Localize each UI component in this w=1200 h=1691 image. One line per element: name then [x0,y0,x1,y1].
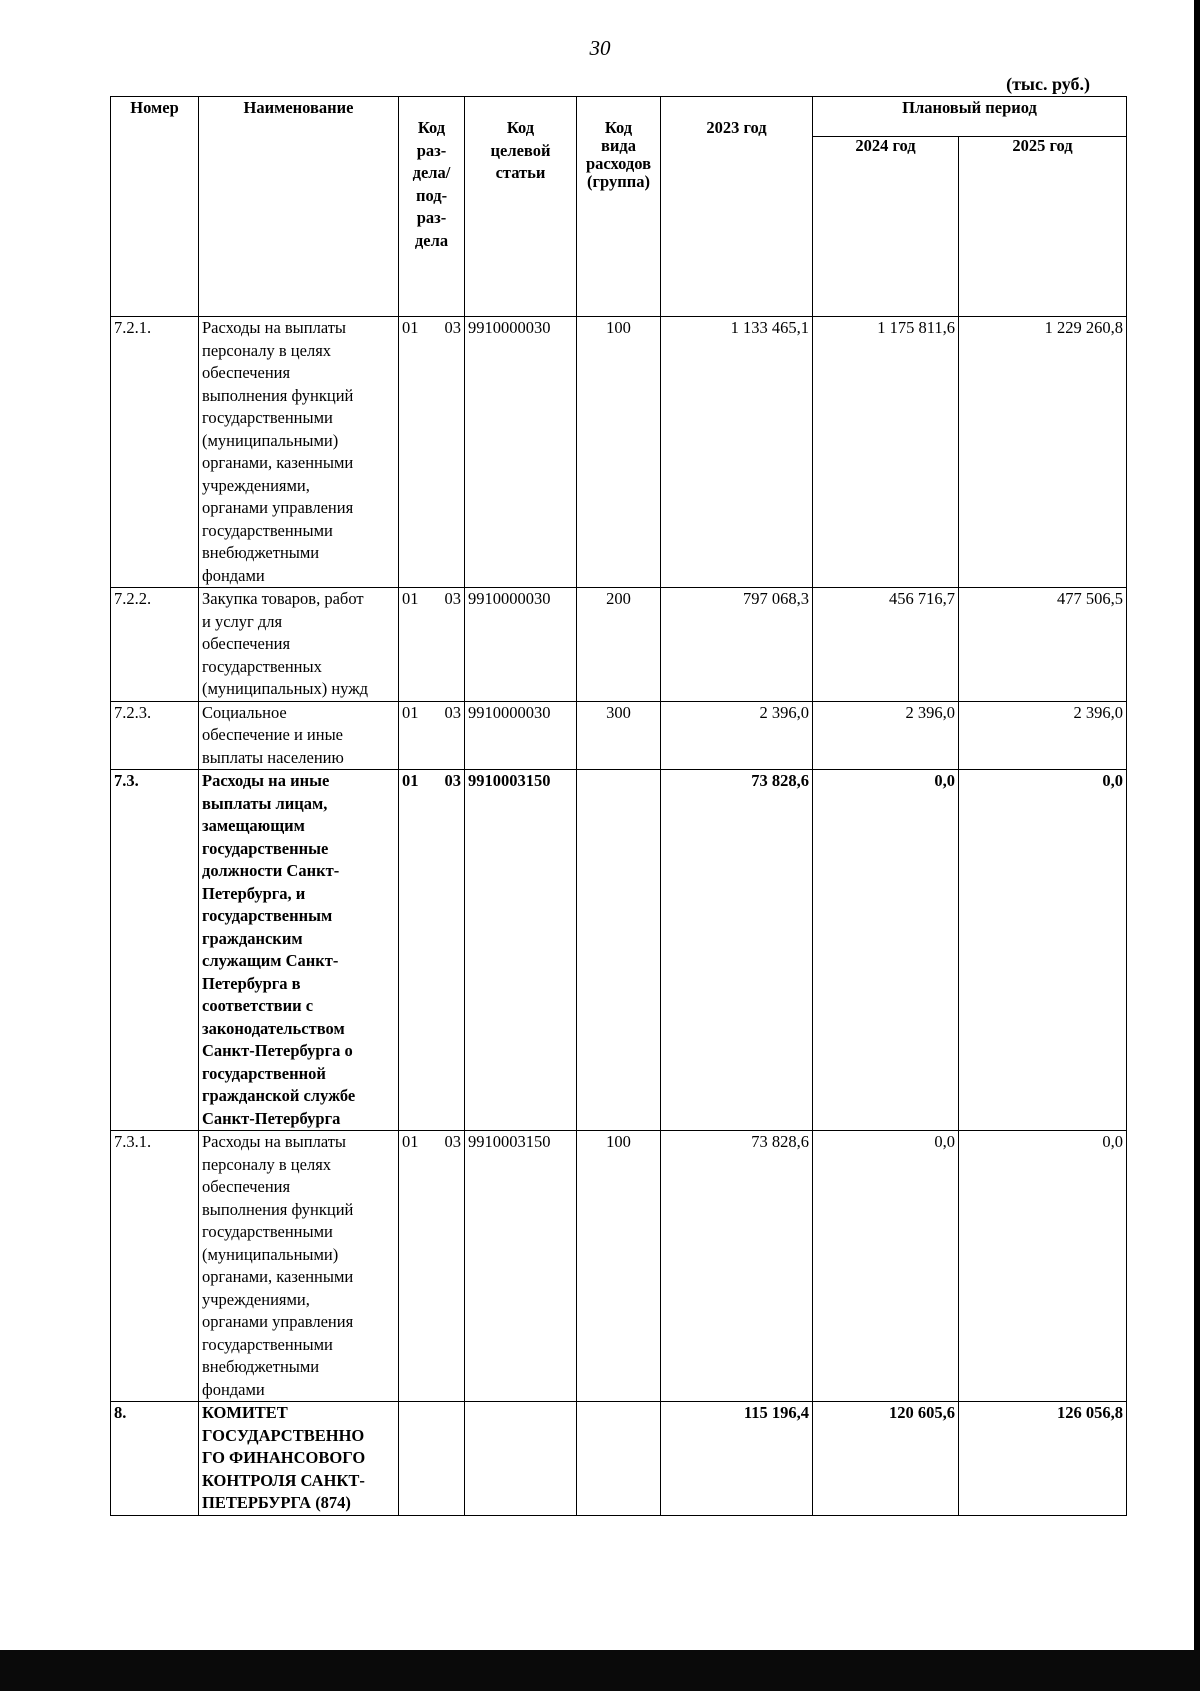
row-expense-group [577,1402,661,1516]
header-year-2023-label: 2023 год [706,118,767,137]
row-target-code: 9910000030 [465,701,577,770]
header-section-code-line: под- [415,185,448,205]
row-name-line: государственным [202,906,333,925]
row-target-code: 9910000030 [465,588,577,702]
row-name-line: органами, казенными [202,453,354,472]
row-amount-2023: 2 396,0 [661,701,813,770]
table-row [111,701,1127,770]
row-name-line: государственные [202,838,329,858]
row-name-line: Социальное [202,702,287,722]
row-section-code [399,588,465,702]
row-name-line: гражданским [202,928,303,948]
page-number: 30 [589,36,611,60]
row-name-line: Петербурга, и [202,883,306,903]
scan-bottom-bar [0,1650,1200,1691]
row-name-line: обеспечения [202,363,291,382]
table-row [111,1131,1127,1402]
row-name-line: учреждениями, [202,1289,310,1309]
row-amount-2024: 1 175 811,6 [813,317,959,588]
header-year-2023 [661,97,813,317]
header-expense-type-line: Код [604,118,633,137]
row-name-line: служащим Санкт- [202,951,339,970]
row-amount-2024: 0,0 [813,1131,959,1402]
row-name-line: учреждениями, [202,475,310,495]
row-name-line: (муниципальных) нужд [202,679,369,698]
table-row [111,317,1127,588]
header-number: Номер [111,97,199,317]
row-name-line: ГО ФИНАНСОВОГО [202,1448,366,1467]
section-code-pair [402,588,461,611]
row-name-line: государственной [202,1063,326,1083]
header-name: Наименование [199,97,399,317]
row-number: 7.2.2. [111,588,199,702]
row-name [199,1131,399,1402]
row-target-code: 9910000030 [465,317,577,588]
row-name-line: обеспечения [202,1177,291,1196]
header-section-code-line: раз- [416,140,447,160]
row-name [199,1402,399,1516]
row-name-line: ГОСУДАРСТВЕННО [202,1425,365,1445]
row-subsection: 03 [444,1132,461,1151]
row-name-line: внебюджетными [202,1357,320,1376]
row-name-line: Расходы на иные [202,771,330,790]
header-section-code-line: дела/ [412,163,451,182]
header-row-1 [111,97,1127,137]
budget-table [110,96,1127,1516]
table-row [111,770,1127,1131]
row-name-line: (муниципальными) [202,1244,339,1264]
header-year-2025: 2025 год [959,137,1127,317]
row-name-line: обеспечение и иные [202,725,343,744]
row-section: 01 [402,702,419,722]
header-section-code-line: дела [414,230,449,250]
header-year-2024: 2024 год [813,137,959,317]
row-name-line: и услуг для [202,611,283,631]
row-name-line: фондами [202,565,265,585]
row-name-line: Расходы на выплаты [202,1132,347,1151]
scan-edge-right [1194,0,1200,1691]
row-name-line: гражданской службе [202,1086,356,1105]
row-name-line: государственными [202,1334,333,1354]
row-expense-group: 200 [577,588,661,702]
row-amount-2023: 73 828,6 [661,1131,813,1402]
row-amount-2025: 477 506,5 [959,588,1127,702]
row-name-line: Петербурга в [202,973,301,993]
section-code-pair [402,1131,461,1154]
row-expense-group: 100 [577,317,661,588]
table-body [111,317,1127,1516]
row-number: 8. [111,1402,199,1516]
header-expense-type-line: (группа) [587,172,650,191]
row-name-line: (муниципальными) [202,430,339,450]
row-section: 01 [402,771,419,790]
header-section-code [399,97,465,317]
header-section-code-line: Код [417,118,446,137]
row-name [199,317,399,588]
row-section-code [399,770,465,1131]
row-amount-2024: 2 396,0 [813,701,959,770]
row-name-line: персоналу в целях [202,340,332,360]
row-name-line: выплаты населению [202,747,344,767]
section-code-pair [402,702,461,725]
row-name-line: органами управления [202,1312,354,1331]
row-name-line: персоналу в целях [202,1154,332,1174]
row-subsection: 03 [444,771,461,790]
header-plan-period: Плановый период [813,97,1127,137]
header-expense-type-line: расходов [585,154,652,173]
header-target-code-line: статьи [495,163,546,182]
row-subsection: 03 [444,702,461,722]
row-name-line: выплаты лицам, [202,793,328,813]
section-code-pair [402,770,461,793]
row-amount-2023: 73 828,6 [661,770,813,1131]
row-name-line: выполнения функций [202,1199,354,1219]
row-amount-2025: 1 229 260,8 [959,317,1127,588]
row-section-code [399,1402,465,1516]
row-section: 01 [402,589,419,608]
row-amount-2023: 1 133 465,1 [661,317,813,588]
header-target-code [465,97,577,317]
row-subsection: 03 [444,589,461,608]
header-expense-type-line: вида [600,136,636,155]
row-amount-2024: 120 605,6 [813,1402,959,1516]
row-name [199,588,399,702]
row-amount-2025: 126 056,8 [959,1402,1127,1516]
row-name-line: КОМИТЕТ [202,1403,288,1422]
row-section: 01 [402,318,419,337]
row-name-line: внебюджетными [202,543,320,562]
row-expense-group: 300 [577,701,661,770]
row-expense-group [577,770,661,1131]
row-name-line: Санкт-Петербурга [202,1108,341,1128]
row-name-line: государственными [202,520,333,540]
row-name-line: государственными [202,1222,333,1241]
header-expense-type [577,97,661,317]
row-name-line: государственных [202,656,322,676]
header-section-code-line: раз- [416,208,447,227]
row-number: 7.2.1. [111,317,199,588]
row-name-line: органами управления [202,498,354,517]
header-target-code-line: целевой [490,140,551,160]
row-section-code [399,1131,465,1402]
row-name-line: замещающим [202,816,305,835]
row-amount-2023: 115 196,4 [661,1402,813,1516]
row-section-code [399,701,465,770]
row-target-code [465,1402,577,1516]
row-name-line: Расходы на выплаты [202,318,347,337]
row-name-line: органами, казенными [202,1267,354,1286]
row-name-line: обеспечения [202,634,291,653]
row-name [199,770,399,1131]
row-name-line: соответствии с [202,996,314,1015]
row-name-line: должности Санкт- [202,861,340,880]
row-name-line: выполнения функций [202,385,354,405]
row-name-line: законодательством [202,1018,345,1038]
row-target-code: 9910003150 [465,1131,577,1402]
section-code-pair [402,317,461,340]
table-row [111,1402,1127,1516]
row-section-code [399,317,465,588]
row-name-line: Санкт-Петербурга о [202,1041,353,1060]
row-amount-2024: 456 716,7 [813,588,959,702]
row-number: 7.3. [111,770,199,1131]
row-expense-group: 100 [577,1131,661,1402]
row-amount-2024: 0,0 [813,770,959,1131]
row-amount-2023: 797 068,3 [661,588,813,702]
row-name [199,701,399,770]
table-row [111,588,1127,702]
row-name-line: фондами [202,1379,265,1399]
row-amount-2025: 0,0 [959,1131,1127,1402]
row-amount-2025: 2 396,0 [959,701,1127,770]
row-number: 7.2.3. [111,701,199,770]
units-label: (тыс. руб.) [1006,74,1090,94]
row-amount-2025: 0,0 [959,770,1127,1131]
row-number: 7.3.1. [111,1131,199,1402]
row-target-code: 9910003150 [465,770,577,1131]
row-name-line: государственными [202,408,333,427]
header-target-code-line: Код [506,118,535,137]
row-section: 01 [402,1132,419,1151]
row-name-line: Закупка товаров, работ [202,589,364,608]
row-subsection: 03 [444,318,461,337]
row-name-line: ПЕТЕРБУРГА (874) [202,1493,351,1512]
row-name-line: КОНТРОЛЯ САНКТ- [202,1470,365,1490]
